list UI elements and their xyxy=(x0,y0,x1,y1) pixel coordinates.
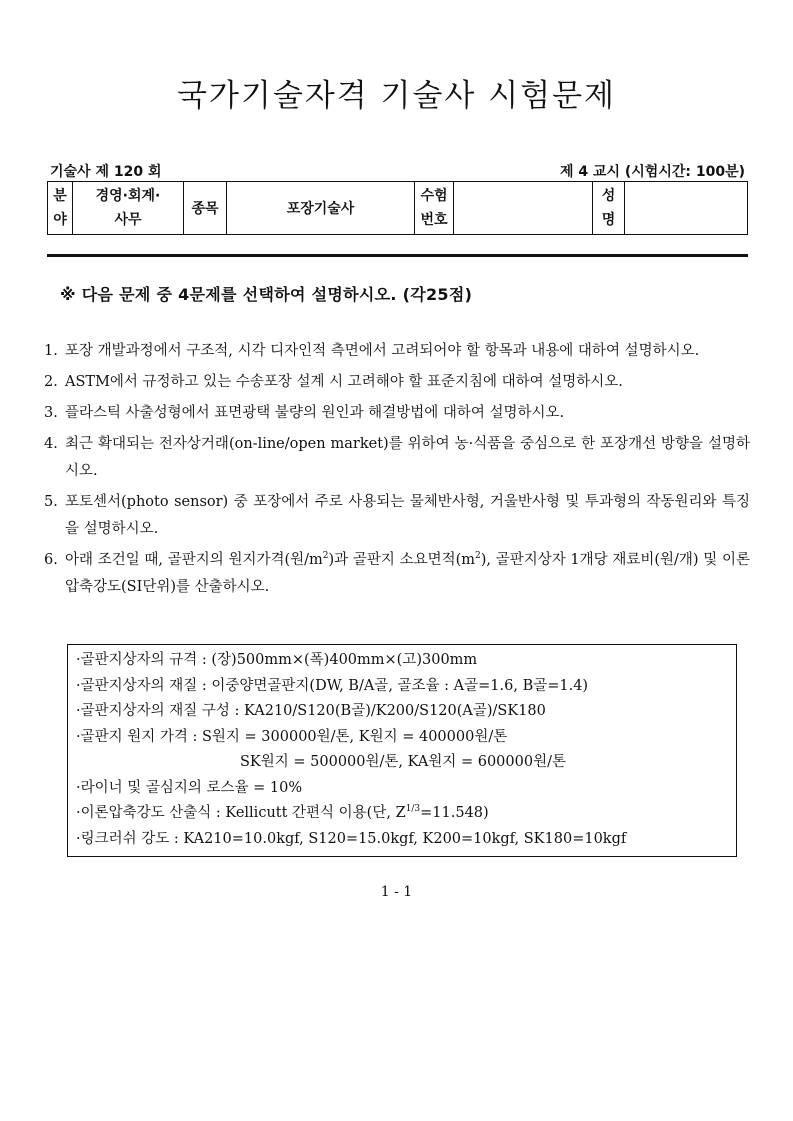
page-number: 1 - 1 xyxy=(380,884,413,900)
category-label: 종목 xyxy=(184,182,227,235)
condition-line: ·골판지상자의 재질 구성 : KA210/S120(B골)/K200/S120(A골)/SK180 xyxy=(76,703,546,719)
condition-line: ·골판지 원지 가격 : S원지 = 300000원/톤, K원지 = 400000원/톤 xyxy=(76,728,508,745)
header-divider xyxy=(47,254,748,257)
exam-number-label: 수험 번호 xyxy=(415,182,454,235)
field-value: 경영·회계· 사무 xyxy=(73,182,184,235)
condition-line: SK원지 = 500000원/톤, KA원지 = 600000원/톤 xyxy=(240,754,566,770)
question-item: 3. 플라스틱 사출성형에서 표면광택 불량의 원인과 해결방법에 대하여 설명하시오. xyxy=(44,405,565,421)
question-item: 1. 포장 개발과정에서 구조적, 시각 디자인적 측면에서 고려되어야 할 항목과 내용에 대하여 설명하시오. xyxy=(44,343,700,359)
name-label: 성 명 xyxy=(593,182,625,235)
question-item: 4. 최근 확대되는 전자상거래(on-line/open market)를 위하여 농·식품을 중심으로 한 포장개선 방향을 설명하시오. xyxy=(44,436,750,479)
category-value: 포장기술사 xyxy=(227,182,415,235)
condition-line: ·링크러쉬 강도 : KA210=10.0kgf, S120=15.0kgf, K200=10kgf, SK180=10kgf xyxy=(76,830,627,847)
question-item: 6. 아래 조건일 때, 골판지의 원지가격(원$/m^2$)과 골판지 소요면적$(m^2)$, 골판지상자 1개당 재료비(원/개) 및 이론압축강도(SI단위)를 산출하시오. xyxy=(44,551,750,595)
question-list xyxy=(44,338,750,601)
condition-line: ·골판지상자의 규격 : (장)500mm×(폭)400mm×(고)300mm xyxy=(76,652,478,668)
question-item: 2. ASTM에서 규정하고 있는 수송포장 설계 시 고려해야 할 표준지침에 대하여 설명하시오. xyxy=(44,374,623,390)
name-value[interactable] xyxy=(625,182,748,235)
exam-period: 제 4 교시 (시험시간: 100분) xyxy=(559,164,745,180)
exam-info-table xyxy=(47,181,748,235)
condition-line: ·라이너 및 골심지의 로스율 = 10% xyxy=(76,779,303,796)
field-label: 분 야 xyxy=(48,182,73,235)
condition-line: ·이론압축강도 산출식 : Kellicutt 간편식 이용(단, $Z^{1/3}=11.548$) xyxy=(76,804,489,821)
conditions-box xyxy=(67,644,737,857)
exam-session: 기술사 제 120 회 xyxy=(50,164,162,180)
instruction: ※ 다음 문제 중 4문제를 선택하여 설명하시오. (각25점) xyxy=(60,285,473,304)
condition-line: ·골판지상자의 재질 : 이중양면골판지(DW, B/A골, 골조율 : A골=1.6, B골=1.4) xyxy=(76,677,589,694)
exam-number-value[interactable] xyxy=(454,182,593,235)
page-title: 국가기술자격 기술사 시험문제 xyxy=(176,78,616,114)
question-item: 5. 포토센서(photo sensor) 중 포장에서 주로 사용되는 물체반사형, 거울반사형 및 투과형의 작동원리와 특징을 설명하시오. xyxy=(44,494,750,537)
